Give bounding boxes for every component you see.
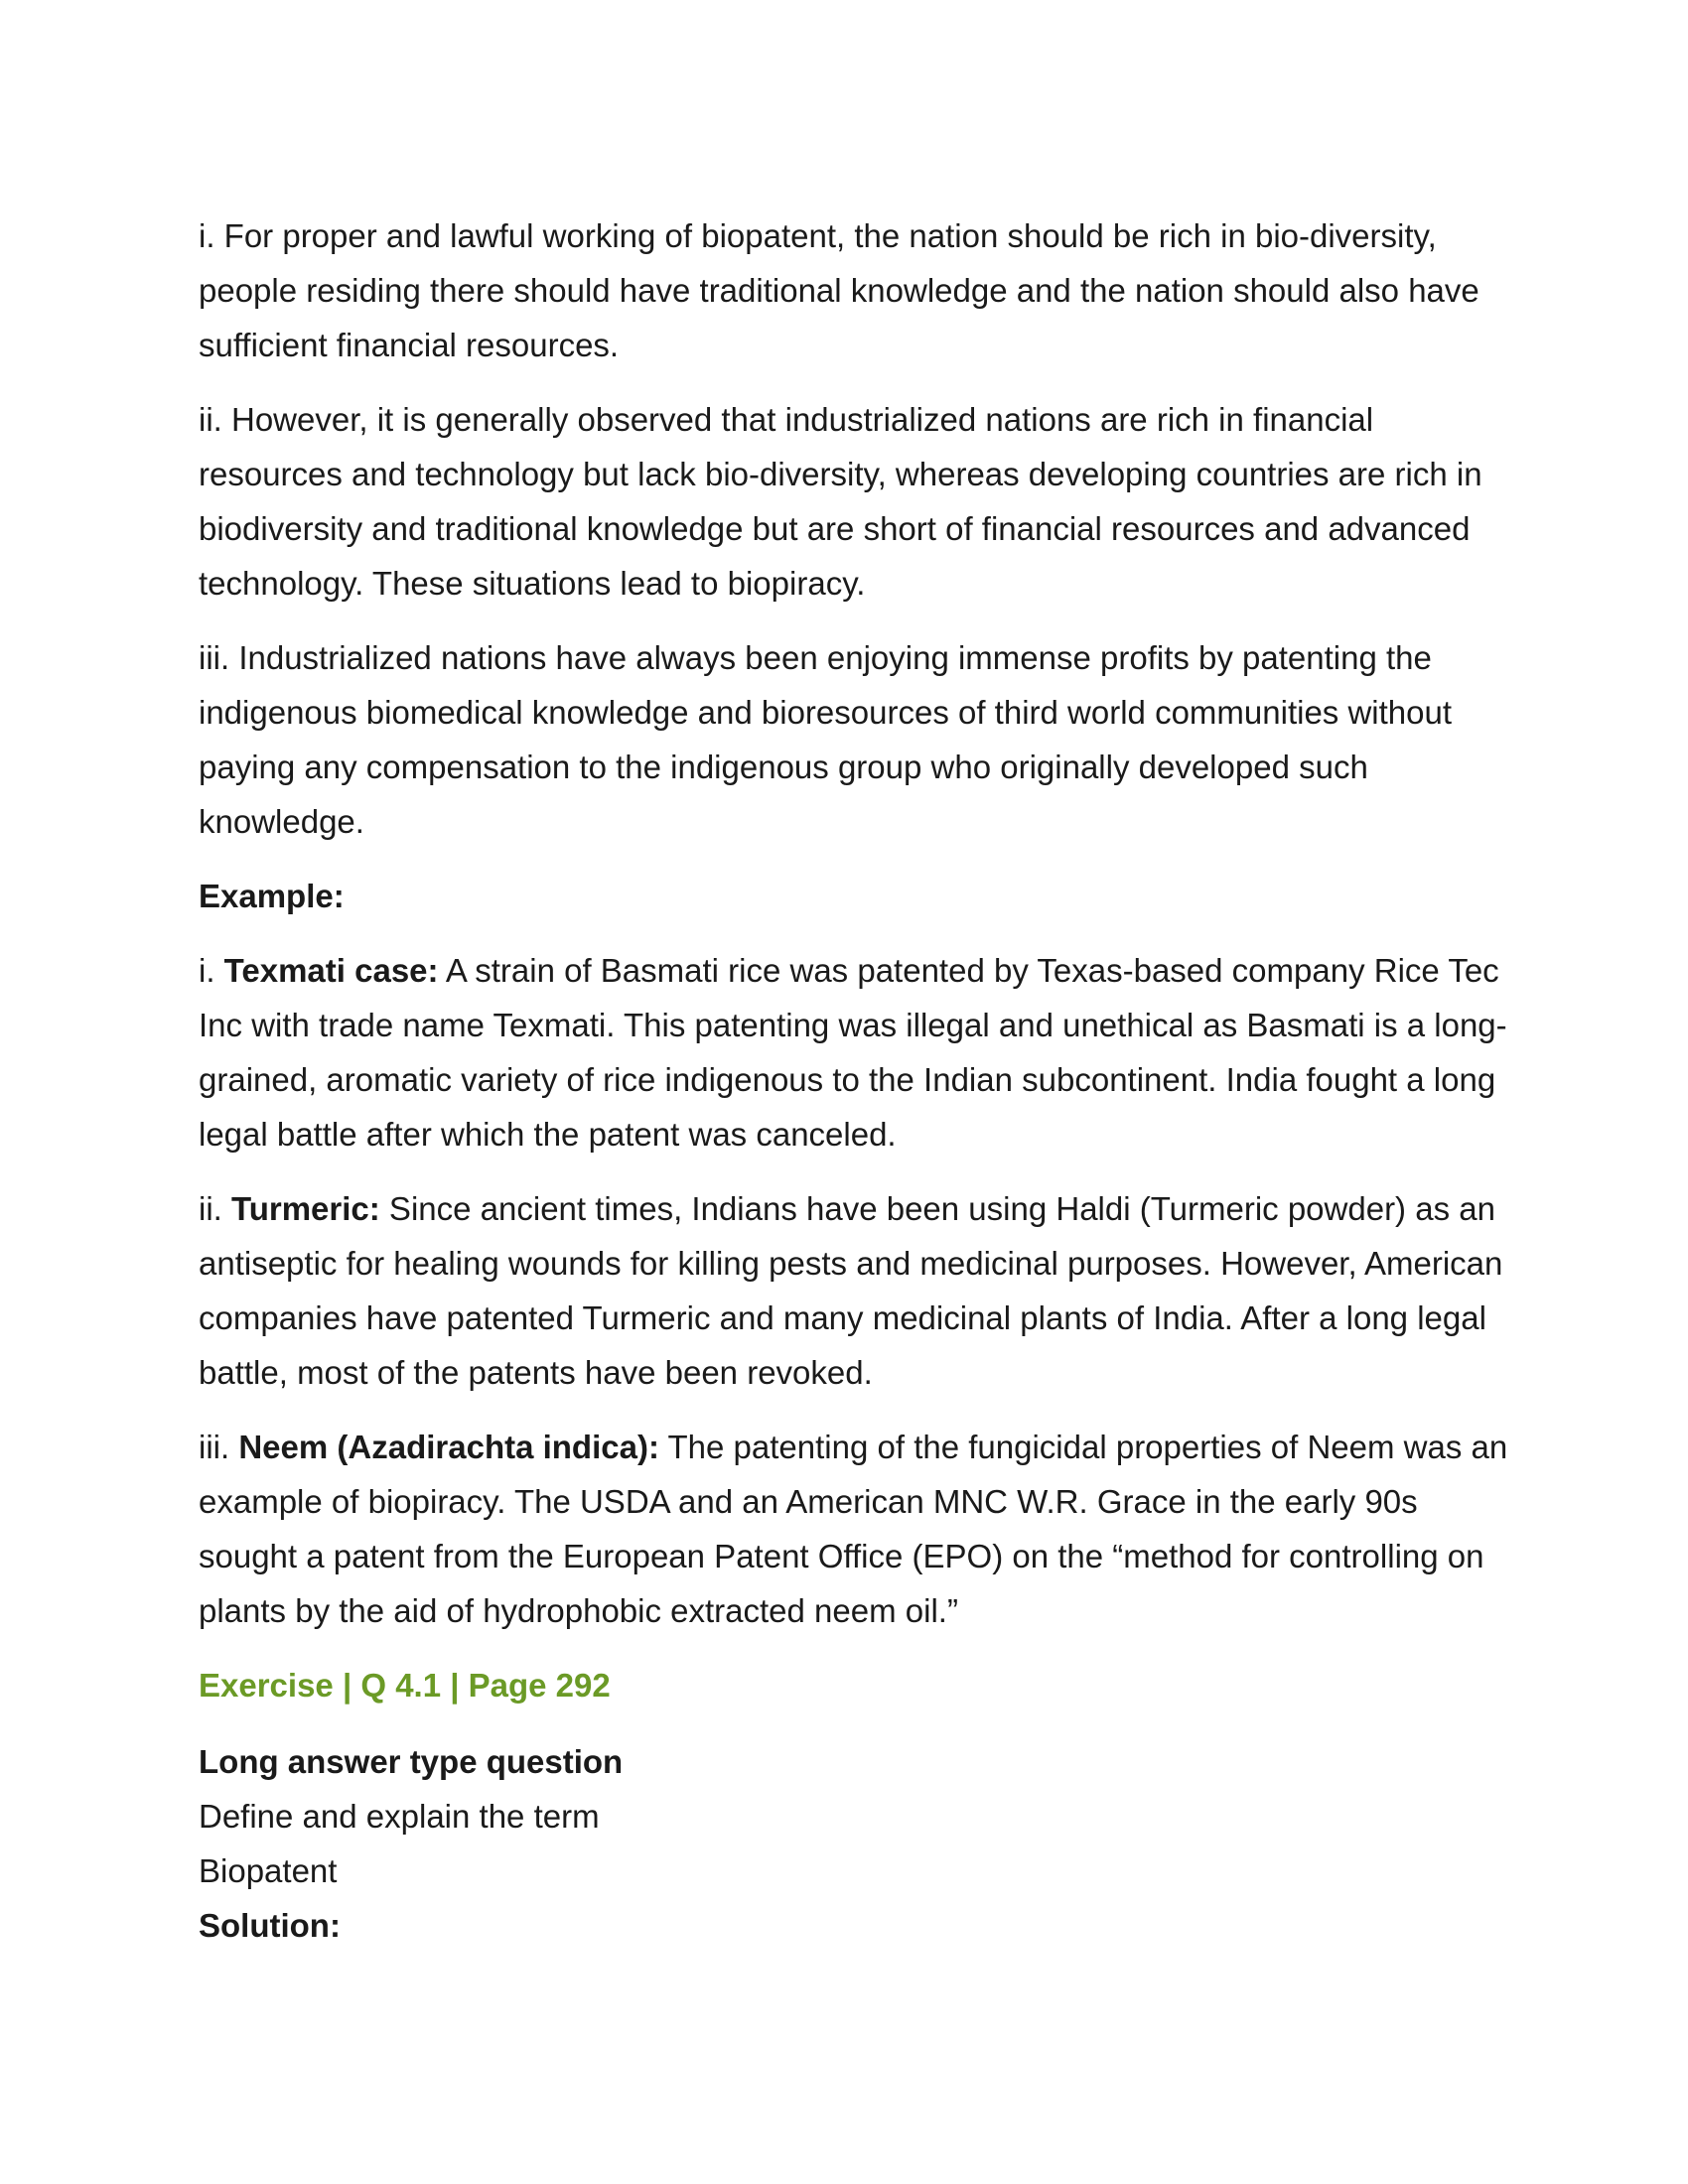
question-text: Define and explain the term [199,1798,600,1835]
example-turmeric [199,1181,1509,1400]
example-neem [199,1420,1509,1638]
exercise-link[interactable]: Exercise | Q 4.1 | Page 292 [199,1667,611,1704]
example-text: A strain of Basmati rice was patented by Texas-based company Rice Tec Inc with trade name Texmati. This patenting was illegal and unethical as Basmati is a long-grained, aromatic variety of rice indigenous to the Indian subcontinent. India fought a long legal battle after which the patent was canceled. [199,952,1507,1153]
example-prefix: iii. [199,1429,239,1465]
intro-paragraph-2: ii. However, it is generally observed that industrialized nations are rich in financial resources and technology but lack bio-diversity, whereas developing countries are rich in biodiversity and traditional knowledge but are short of financial resources and advanced technology. These situations lead to biopiracy. [199,401,1482,602]
example-term: Texmati case: [223,952,439,989]
intro-paragraph-1: i. For proper and lawful working of biopatent, the nation should be rich in bio-diversity, people residing there should have traditional knowledge and the nation should also have sufficient financial resources. [199,217,1479,363]
solution-label: Solution: [199,1907,341,1944]
example-text: Since ancient times, Indians have been using Haldi (Turmeric powder) as an antiseptic for healing wounds for killing pests and medicinal purposes. However, American companies have patented Turmeric and many medicinal plants of India. After a long legal battle, most of the patents have been revoked. [199,1190,1503,1391]
document-page [199,208,1509,1953]
question-block [199,1734,1509,1953]
example-text: The patenting of the fungicidal properties of Neem was an example of biopiracy. The USDA and an American MNC W.R. Grace in the early 90s sought a patent from the European Patent Office (EPO) on the “method for controlling on plants by the aid of hydrophobic extracted neem oil.” [199,1429,1508,1629]
question-term: Biopatent [199,1852,338,1889]
example-term: Neem (Azadirachta indica): [238,1429,659,1465]
example-prefix: ii. [199,1190,231,1227]
example-texmati [199,943,1509,1161]
example-heading: Example: [199,878,345,914]
example-prefix: i. [199,952,224,989]
example-term: Turmeric: [231,1190,380,1227]
question-type: Long answer type question [199,1743,624,1780]
intro-paragraph-3: iii. Industrialized nations have always been enjoying immense profits by patenting the indigenous biomedical knowledge and bioresources of third world communities without paying any compensation to the indigenous group who originally developed such knowledge. [199,639,1453,840]
